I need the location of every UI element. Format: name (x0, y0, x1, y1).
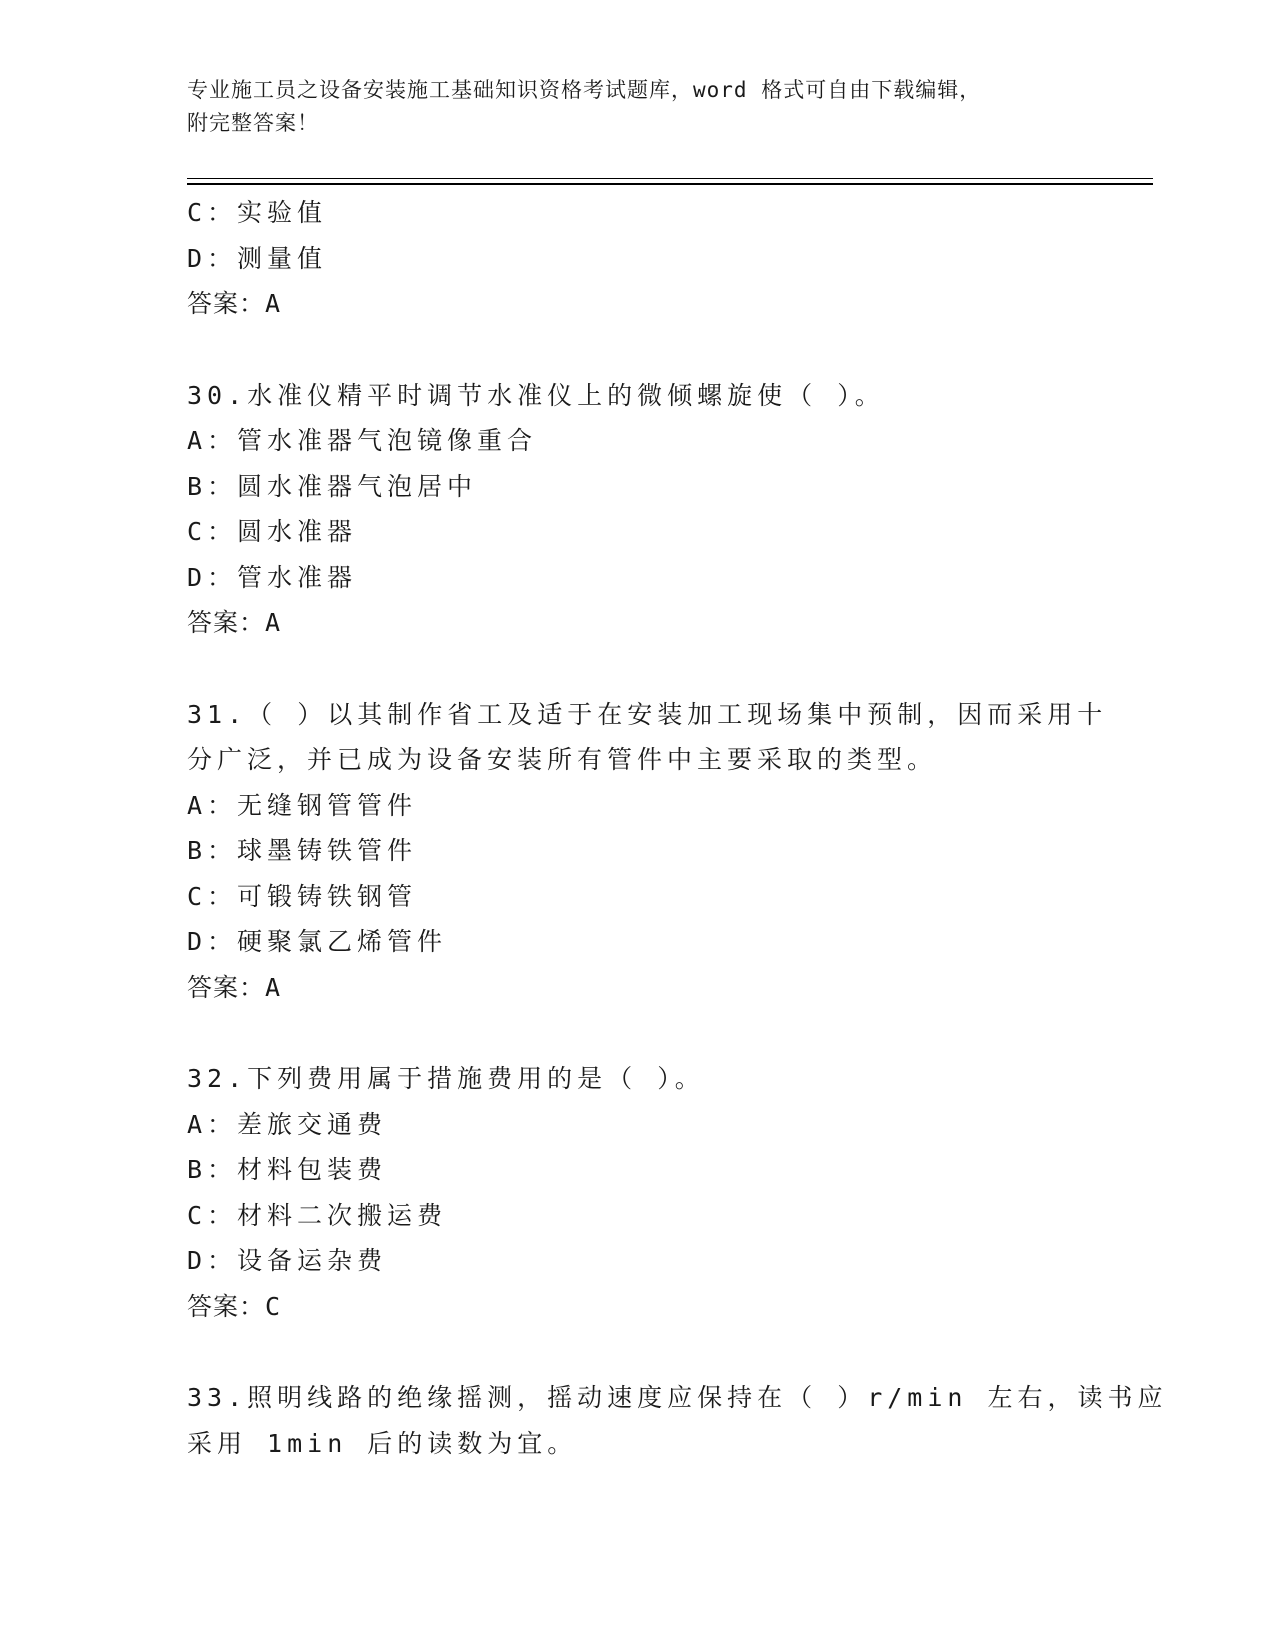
option-a: A：管水准器气泡镜像重合 (187, 426, 538, 455)
answer: 答案：C (187, 1291, 282, 1321)
question-stem-cont: 采用 1min 后的读数为宜。 (187, 1428, 578, 1458)
header-divider-thick (187, 183, 1153, 185)
option-c: C：材料二次搬运费 (187, 1200, 448, 1230)
option-d: D：设备运杂费 (187, 1246, 388, 1275)
option-b: B：圆水准器气泡居中 (187, 471, 478, 501)
header-line-2: 附完整答案！ (187, 111, 319, 135)
answer: 答案：A (187, 972, 282, 1002)
question-stem: 31.（ ）以其制作省工及适于在安装加工现场集中预制，因而采用十 (187, 699, 1108, 729)
question-31 (187, 692, 1108, 1011)
option-d: D：管水准器 (187, 562, 358, 592)
option-a: A：差旅交通费 (187, 1109, 388, 1139)
document-header (187, 74, 1067, 140)
option-d: D：测量值 (187, 243, 328, 273)
option-d: D：硬聚氯乙烯管件 (187, 927, 448, 956)
question-stem-cont: 分广泛，并已成为设备安装所有管件中主要采取的类型。 (187, 745, 938, 774)
answer: 答案：A (187, 289, 282, 318)
question-33 (187, 1375, 1168, 1466)
prev-question (187, 190, 1087, 327)
question-stem: 32.下列费用属于措施费用的是（ ）。 (187, 1064, 705, 1093)
question-30 (187, 373, 1087, 646)
question-stem: 33.照明线路的绝缘摇测，摇动速度应保持在（ ）r/min 左右，读书应 (187, 1383, 1168, 1412)
answer: 答案：A (187, 608, 282, 637)
option-c: C：实验值 (187, 198, 328, 227)
option-b: B：球墨铸铁管件 (187, 836, 418, 865)
question-32 (187, 1056, 1087, 1329)
option-c: C：可锻铸铁钢管 (187, 881, 418, 911)
option-c: C：圆水准器 (187, 517, 358, 546)
header-divider-thin (187, 178, 1153, 179)
header-line-1: 专业施工员之设备安装施工基础知识资格考试题库，word 格式可自由下载编辑， (187, 78, 982, 102)
option-a: A：无缝钢管管件 (187, 790, 418, 820)
question-stem: 30.水准仪精平时调节水准仪上的微倾螺旋使（ ）。 (187, 380, 885, 410)
option-b: B：材料包装费 (187, 1155, 388, 1184)
question-list (187, 190, 1168, 1466)
